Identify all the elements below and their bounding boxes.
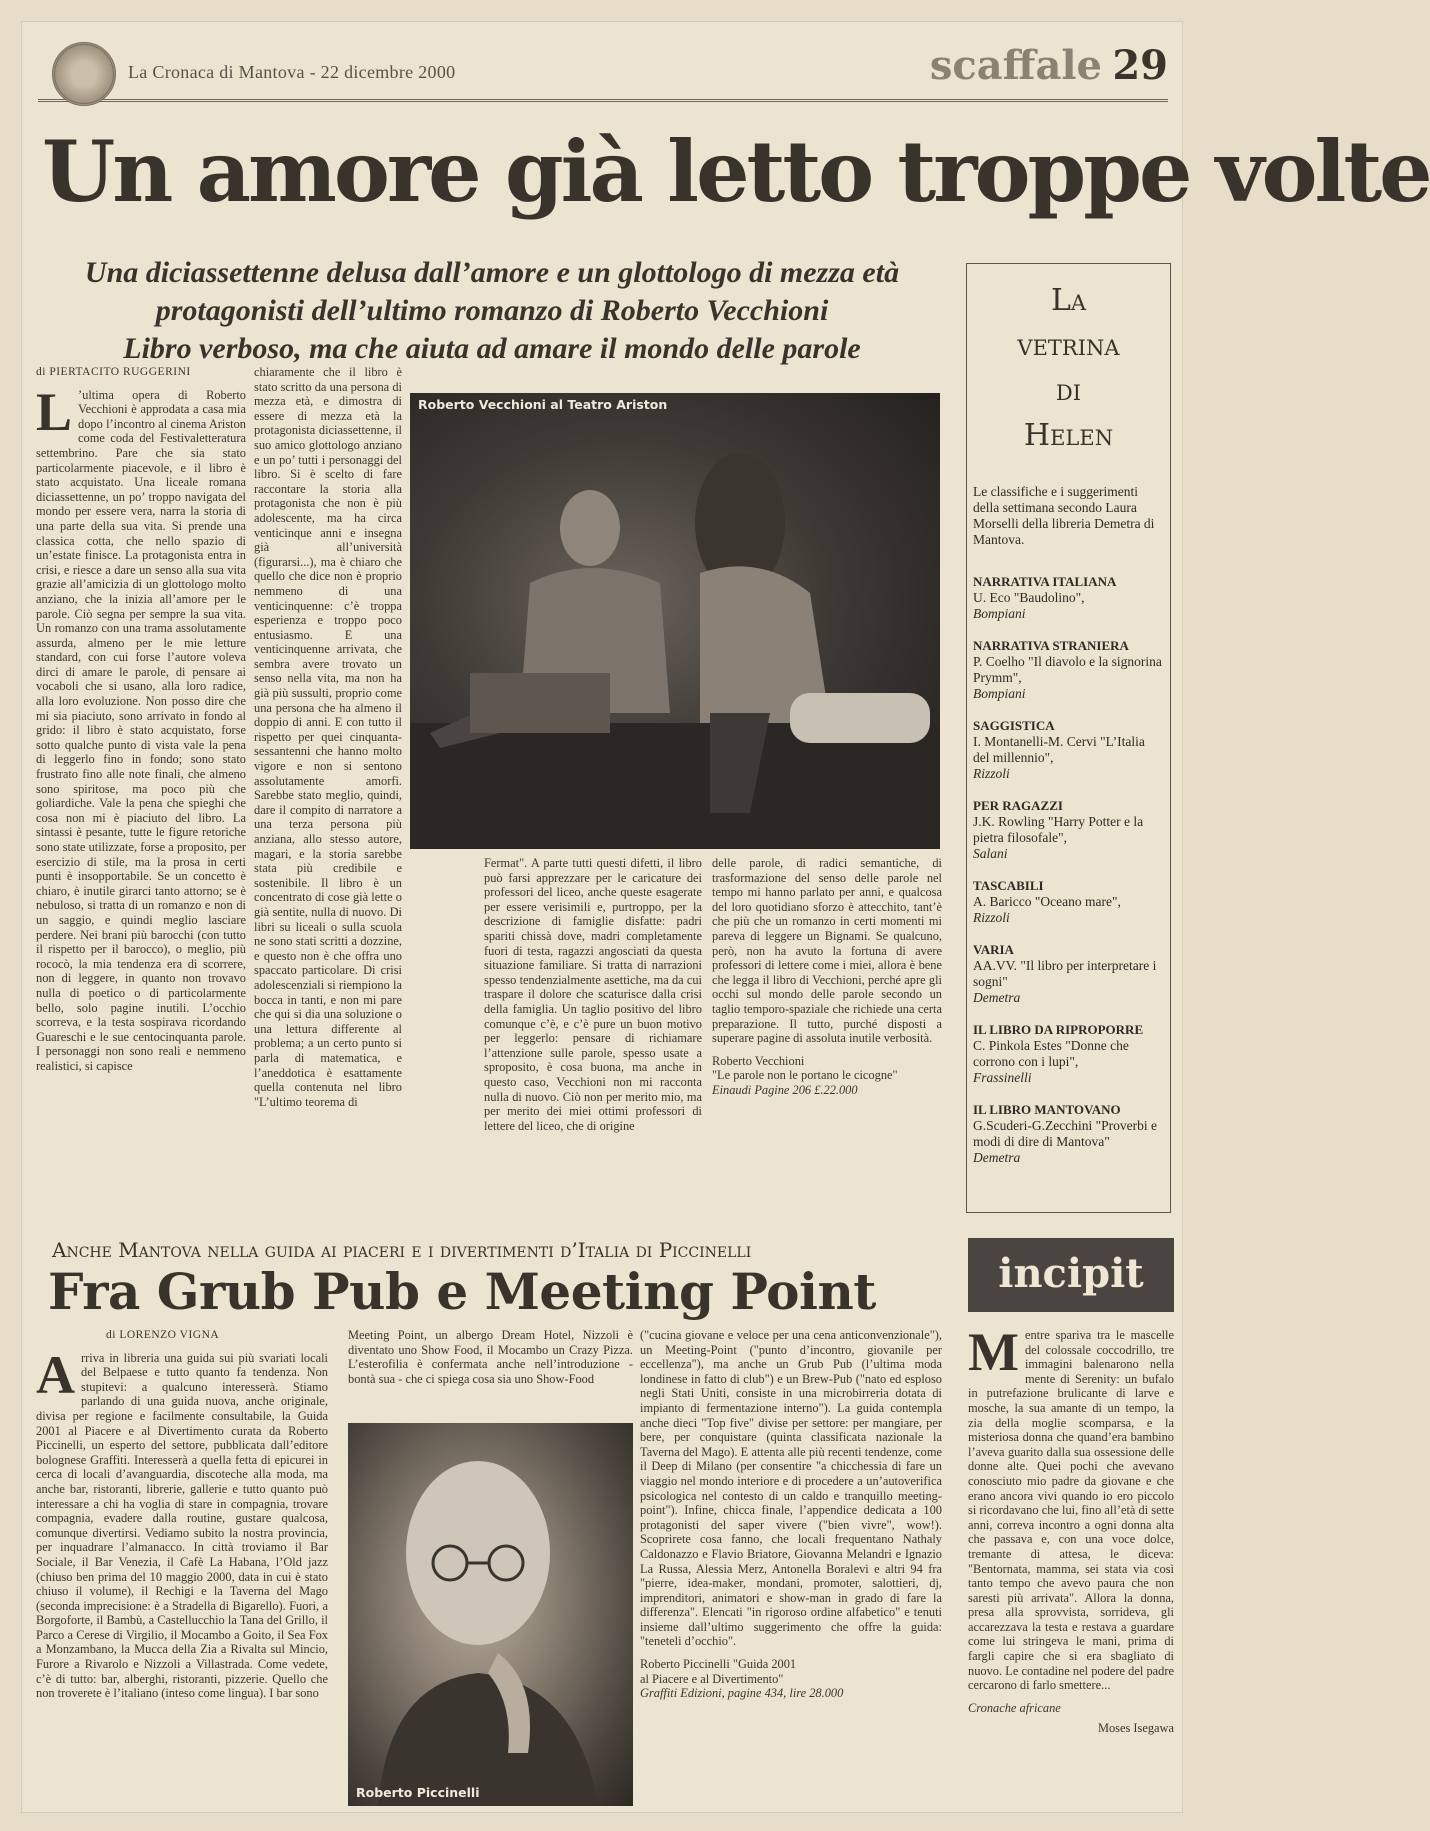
article1-text-col1: ’ultima opera di Roberto Vecchioni è approdata a casa mia dopo l’incontro al cinema Ariston come coda del Festivaletteratura settembrino. Pare che sia stato particolarmente piacevole, e il libro è stato acquistato. Una liceale romana diciassettenne, un po’ troppo navigata del mondo per essere vera, narra la storia di una parte della sua vita. Si prende una classica cotta, che nello spazio di un’estate finisce. La protagonista entra in crisi, e riesce a dare un senso alla sua vita grazie all’amicizia di un glottologo molto anziano, che la inizia all’amore per le parole. Ciò segna per sempre la sua vita. Un romanzo con una trama assolutamente assurda, almeno per le mie letture standard, con cui forse l’autore voleva dirci di amare le parole, di pensare ai vocaboli che si usano, alla loro radice, alla loro evoluzione. Non posso dire che mi sia piaciuto, sono arrivato in fondo al grido: il libro è stato acquistato, forse sotto qualche punto di vista vale la pena di leggerlo fino in fondo; sono stato frustrato fino alle note finali, che almeno sono spiritose, ma poco più che goliardiche. Vale la pena che spieghi che cosa non mi è piaciuto del libro. La sintassi è pesante, tutte le figure retoriche sono state utilizzate, forse a proposito, per esercizio di stile, ma la prosa in certi punti è insopportabile. Se un concetto è chiaro, è inutile girarci tanto attorno; se è nebuloso, si tratta di un romanzo e non di un saggio, e quindi meglio lasciare perdere. Nei brani più barocchi (con tutto il rispetto per il barocco), o meglio, più rococò, la mia tendenza era di scorrere, non di leggere, in quanto non trovavo nulla di poetico o di particolarmente bello, solo pagine inutili. L’occhio scorreva, e la testa sospirava ricordando Guareschi e le sue centocinquanta parole. I personaggi non sono reali e nemmeno realistici, si capisce (36, 387, 246, 1073)
category-publisher: Rizzoli (973, 766, 1010, 781)
vecchioni-photo (410, 393, 940, 849)
category-entry: C. Pinkola Estes "Donne che corrono con i lupi", (973, 1038, 1129, 1069)
photo-caption: Roberto Piccinelli (356, 1785, 480, 1800)
sidebar-category (973, 638, 1164, 702)
sidebar-category (973, 942, 1164, 1006)
newspaper-name: La Cronaca di Mantova (128, 62, 305, 82)
category-entry: A. Baricco "Oceano mare", (973, 894, 1121, 909)
sidebar-category (973, 718, 1164, 782)
category-publisher: Bompiani (973, 606, 1026, 621)
photo-caption: Roberto Vecchioni al Teatro Ariston (418, 397, 668, 412)
section-name: scaffale (929, 42, 1102, 89)
dropcap: L (36, 381, 73, 442)
sidebar-category (973, 798, 1164, 862)
category-entry: J.K. Rowling "Harry Potter e la pietra filosofale", (973, 814, 1144, 845)
article1-column-1 (36, 365, 246, 1215)
book-reference (712, 1054, 942, 1098)
article1-text-col2a: chiaramente che il libro è stato scritto da una persona di mezza età, e dimostra di essere di mezza età la protagonista diciassettenne, il suo amico glottologo anziano e un po’ tutti i personaggi del libro. Si è scelto di fare raccontare la storia alla protagonista che non è più adolescente, ma ha circa venticinque anni e insegna già all’università (figurarsi...), ma è chiaro che quello che dice non è proprio nemmeno di una venticinquenne: c’è troppa esperienza e troppo poco entusiasmo. E una venticinquenne arrivata, che sembra avere trovato un senso nella vita, ma non ha già più sussulti, proprio come una persona che ha almeno il doppio di anni. E con tutto il rispetto per quei cinquanta-sessantenni che hanno molto vigore e non si sentono assolutamente amorfi. Sarebbe stato meglio, quindi, dare il compito di narratore a una terza persona più anziana, allo stesso autore, magari, e la storia sarebbe stata più credibile e sostenibile. Il libro è un concentrato di cose già lette o già sentite, nulla di nuovo. Di libri su liceali o sulla scuola ne sono stati scritti a dozzine, e questo non è che offra uno spaccato particolare. Di crisi adolescenziali si riempiono la bocca in tanti, e non mi pare che qui si dia una soluzione o una lettura differente al problema; a un certo punto si parla di matematica, e l’aneddotica è esattamente quella contenuta nel libro "L’ultimo teorema di (254, 365, 402, 1109)
deck-line: Libro verboso, ma che aiuta ad amare il mondo delle parole (123, 332, 861, 365)
category-publisher: Frassinelli (973, 1070, 1032, 1085)
sidebar-category (973, 1022, 1164, 1086)
category-title: PER RAGAZZI (973, 798, 1063, 813)
sidebar-intro: Le classifiche e i suggerimenti della settimana secondo Laura Morselli della libreria Demetra di Mantova. (973, 484, 1155, 547)
article1-headline: Un amore già letto troppe volte (42, 122, 1430, 221)
sidebar-title-line: Helen (1023, 418, 1114, 453)
article1-byline: di PIERTACITO RUGGERINI (36, 366, 191, 378)
article2-column-2 (348, 1328, 633, 1418)
sidebar-vetrina (966, 263, 1171, 1213)
category-title: TASCABILI (973, 878, 1044, 893)
category-title: SAGGISTICA (973, 718, 1055, 733)
article1-column-4 (712, 856, 942, 1216)
sidebar-title-line: vetrina (1017, 328, 1120, 363)
issue-date: 22 dicembre 2000 (320, 62, 456, 82)
book-publisher: Graffiti Edizioni, pagine 434, lire 28.000 (640, 1686, 844, 1701)
incipit-author: Moses Isegawa (1097, 1721, 1174, 1736)
dropcap: A (36, 1344, 75, 1405)
sidebar-title (973, 278, 1164, 458)
article2-kicker: Anche Mantova nella guida ai piaceri e i divertimenti d’Italia di Piccinelli (52, 1238, 752, 1262)
category-publisher: Demetra (973, 1150, 1021, 1165)
article1-deck (52, 254, 932, 368)
article1-column-3b (484, 856, 702, 1216)
category-title: NARRATIVA ITALIANA (973, 574, 1117, 589)
page-number: 29 (1112, 42, 1168, 89)
article2-column-3 (640, 1328, 942, 1806)
category-entry: AA.VV. "Il libro per interpretare i sogni" (973, 958, 1157, 989)
book-title: "Le parole non le portano le cicogne" (712, 1068, 898, 1083)
newspaper-page (22, 22, 1430, 1812)
category-entry: I. Montanelli-M. Cervi "L’Italia del millennio", (973, 734, 1145, 765)
piccinelli-photo-illustration (348, 1423, 633, 1806)
category-title: IL LIBRO MANTOVANO (973, 1102, 1121, 1117)
article2-byline: di LORENZO VIGNA (106, 1329, 220, 1341)
dropcap: M (968, 1322, 1019, 1382)
category-title: VARIA (973, 942, 1014, 957)
category-title: NARRATIVA STRANIERA (973, 638, 1129, 653)
book-publisher: Einaudi Pagine 206 £.22.000 (712, 1082, 858, 1097)
incipit-column (968, 1322, 1174, 1806)
category-entry: U. Eco "Baudolino", (973, 590, 1085, 605)
incipit-source: Cronache africane (968, 1700, 1061, 1715)
category-entry: P. Coelho "Il diavolo e la signorina Prymm", (973, 654, 1162, 685)
incipit-banner (968, 1238, 1174, 1312)
sidebar-category (973, 878, 1164, 926)
incipit-text: entre spariva tra le mascelle del colossale coccodrillo, tre immagini balenarono nella mente di Serenity: un bufalo in putrefazione brulicante di larve e mosche, la sua amante di un tempo, la zia della moglie scomparsa, e la misteriosa donna che quand’era bambino l’aveva guarito dalla sua ossessione delle donne alte. Quei pochi che avevano conosciuto mio padre da giovane e che erano ancora vivi quando io ero piccolo si ricordavano che lui, fino all’età di sette anni, correva incontro a ogni donna alta che passava e, con una voce dolce, tremante di attesa, le diceva: "Bentornata, mamma, sei stata via così tanto tempo che avevo paura che non saresti più arrivata". Allora la donna, presa alla sprovvista, sorrideva, gli accarezzava la testa e restava a guardare come lui stringeva le mani, prima di fargli capire che si era sbagliato di nuovo. Le contadine nel podere del padre cercarono di farlo smettere... (968, 1328, 1174, 1693)
deck-line: Una diciassettenne delusa dall’amore e un glottologo di mezza età (84, 256, 900, 289)
sidebar-title-line: La (1050, 283, 1087, 318)
article2-headline: Fra Grub Pub e Meeting Point (48, 1262, 876, 1321)
deck-line: protagonisti dell’ultimo romanzo di Roberto Vecchioni (155, 294, 829, 327)
article2-column-1 (36, 1328, 328, 1806)
article2-text-col2: Meeting Point, un albergo Dream Hotel, Nizzoli è diventato uno Show Food, il Mocambo un Crazy Pizza. L’esterofilia è confermata anche nell’introduzione - bontà sua - che ci spiega cosa sia uno Show-Food (348, 1328, 633, 1386)
article1-column-3 (254, 856, 400, 1216)
book-reference (640, 1657, 942, 1701)
category-publisher: Demetra (973, 990, 1021, 1005)
article1-column-2 (254, 365, 402, 1109)
sidebar-category (973, 1102, 1164, 1166)
book-author: Roberto Vecchioni (712, 1053, 805, 1068)
category-publisher: Salani (973, 846, 1008, 861)
masthead (38, 32, 1168, 102)
article1-text-col3: Fermat". A parte tutti questi difetti, il libro può farsi apprezzare per le caricature dei professori del liceo, anche queste esagerate per essere verisimili e, purtroppo, per la descrizione di famiglie disfatte: padri spariti chissà dove, madri completamente fuori di testa, ragazzi angosciati da questa situazione familiare. Si tratta di narrazioni spesso tendenzialmente asettiche, ma da cui traspare il dolore che scaturisce dalla crisi della famiglia. Un taglio positivo del libro comunque c’è, e c’è pure un buon motivo per leggerlo: pensare di richiamare l’attenzione sulle parole, spesso usate a sproposito, è cosa buona, ma anche in questo caso, Vecchioni non mi racconta nulla di nuovo. Ciò non per merito mio, ma per merito dei miei ottimi professori di lettere del liceo, che di origine (484, 856, 702, 1133)
newspaper-seal-icon (52, 42, 116, 106)
article1-text-col4: delle parole, di radici semantiche, di trasformazione del senso delle parole nel tempo mi hanno parlato per anni, e qualcosa del loro quotidiano sforzo è attecchito, tant’è che più che un romanzo in certi momenti mi pareva di leggere un Bignami. Se qualcuno, però, non ha avuto la fortuna di avere professori di lettere come i miei, allora è bene che legga il libro di Vecchioni, perché apre gli occhi sul mondo delle parole secondo un taglio temporo-spaziale che richiede una certa preparazione. Il tutto, purché disposti a superare pagine di assoluta inutile verbosità. (712, 856, 942, 1046)
masthead-dateline: La Cronaca di Mantova - 22 dicembre 2000 (128, 62, 456, 82)
article2-text-col3: ("cucina giovane e veloce per una cena anticonvenzionale"), un Meeting-Point ("punto d’incontro, giovanile per eccellenza"), ma anche un Grub Pub (l’ultima moda londinese in fatto di club") e un Brew-Pub ("nato ed esploso negli Stati Uniti, consiste in una microbirreria dotata di impianto di fermentazione interno"). La guida contempla anche dieci "Top five" divise per settore: per mangiare, per bere, per conquistare (quinta classificata nazionale la Taverna del Mago). E attenta alle più recenti tendenze, come il Deep di Milano (per consentire "a chicchessia di fare un viaggio nel mondo interiore e di procedere a un’autoverifica psicologica nel contesto di un caldo e tranquillo meeting-point"). Infine, chicca finale, l’appendice dedicata a 100 protagonisti del saper vivere ("bien vivre", wow!). Scopriretе cosa fanno, che locali frequentano Nathaly Caldonazzo e Flavio Briatore, Giovanna Melandri e Ignazio La Russa, Alessia Merz, Antonella Boralevi e altri 94 fra "pierre, idea-maker, mondani, promoter, salottieri, dj, imprenditori, animatori e show-man in grado di fare la differenza". Elencati "in rigoroso ordine alfabetico" e tenuti insieme dall’ultimo suggerimento che offre la guida: "teneteli d’occhio". (640, 1328, 942, 1649)
category-publisher: Bompiani (973, 686, 1026, 701)
book-author: Roberto Piccinelli "Guida 2001 (640, 1657, 797, 1672)
sidebar-title-line: di (1055, 373, 1082, 408)
incipit-title: incipit (998, 1250, 1144, 1297)
category-entry: G.Scuderi-G.Zecchini "Proverbi e modi di dire di Mantova" (973, 1118, 1157, 1149)
piccinelli-photo (348, 1423, 633, 1806)
vecchioni-photo-illustration (410, 393, 940, 849)
category-publisher: Rizzoli (973, 910, 1010, 925)
sidebar-category (973, 574, 1164, 622)
book-title: al Piacere e al Divertimento" (640, 1671, 784, 1686)
category-title: IL LIBRO DA RIPROPORRE (973, 1022, 1144, 1037)
article2-text-col1: rriva in libreria una guida sui più svariati locali del Belpaese e tutto quanto fa tendenza. Non stupitevi: a qualcuno interesserà. Stiamo parlando di una guida nuova, anche originale, divisa per regione e facilmente consultabile, la Guida 2001 al Piacere e al Divertimento curata da Roberto Piccinelli, un esperto del settore, pubblicata dall’editore bolognese Graffiti. Interesserà a quella fetta di epicurei in cerca di locali d’avanguardia, discoteche alla moda, ma anche bar, ristoranti, librerie, gallerie e tutto quanto può interessare a chi ha voglia di stare in compagnia, trovare compagnia, evadere dalla routine, gustare qualcosa, comunque divertirsi. Vediamo subito la nostra provincia, per inquadrare l’almanacco. In città troviamo il Bar Sociale, il Bar Venezia, il Cafè La Habana, l’Old jazz (chiuso ben prima del 10 maggio 2000, data in cui è stato chiuso il volume), il Rechigi e la Taverna del Mago (seconda imprecisione: è a Stradella di Bigarello). Fuori, a Borgoforte, il Bambù, a Castellucchio la Tana del Grillo, il Parco a Cerese di Virgilio, il Mocambo a Goito, il Sea Fox a Monzambano, la Mucca della Zia a Rivalta sul Mincio, Furore a Rivarolo e Nizzoli a Villastrada. Come vedete, c’è di tutto: bar, alberghi, ristoranti, pizzerie. Quello che non troverete è l’italiano (inteso come lingua). I bar sono (36, 1350, 328, 1701)
